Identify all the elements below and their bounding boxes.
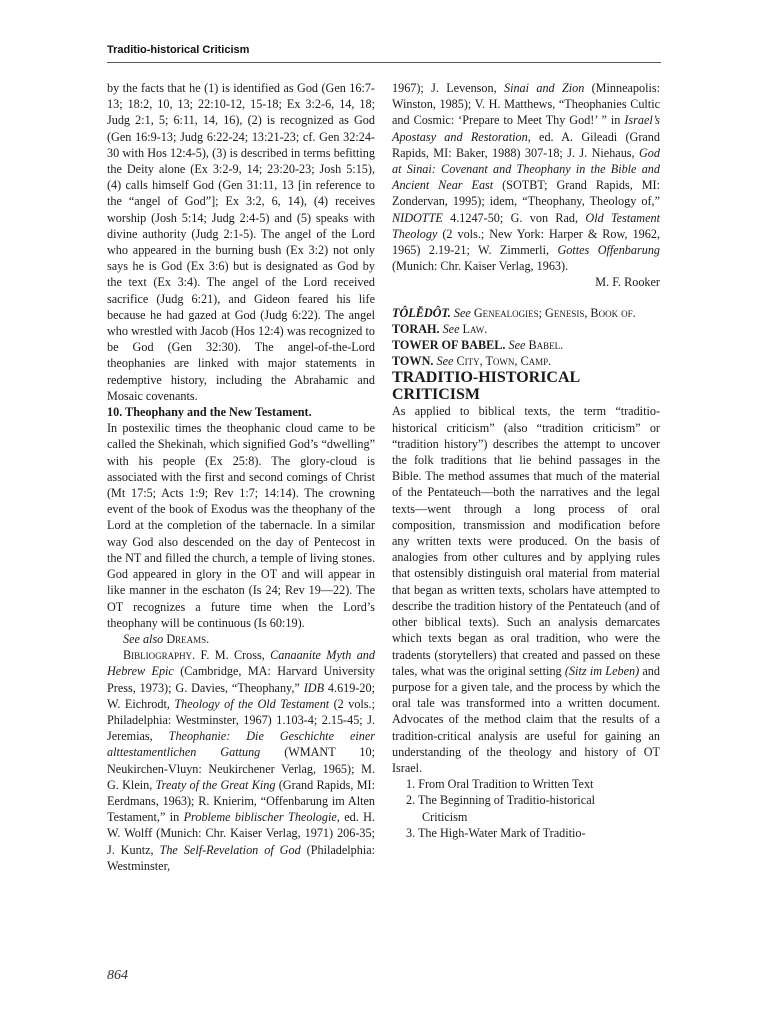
xref-target: Babel. (528, 338, 564, 353)
cross-reference-tower-of-babel (392, 337, 660, 353)
bibliography-label: Bibliography. (123, 648, 196, 663)
bib-text: 1967); J. Levenson, (392, 81, 504, 95)
bib-title: Theology of the Old Testament (174, 696, 330, 711)
outline-item-2: 2. The Beginning of Traditio-historical (406, 793, 596, 808)
bib-text: (Minneapolis: Winston, 1985); V. H. Matthews, “Theophanies Cultic and Cosmic: ‘Prepare to Meet Thy God!’ ” in (392, 81, 660, 128)
see-also-line (107, 631, 375, 647)
bib-title: The Self-Revelation of God (159, 842, 301, 857)
entry-text: As applied to biblical texts, the term “traditio-historical criticism” (also “tradition criticism” or “tradition history”) describes the attempt to uncover the folk traditions that lie behind passages in the Bible. The method assumes that much of the material of the Pentateuch—both the narratives and the legal texts—went through a long process of oral composition, transmission and modification before any written texts were produced. On the basis of analogies from other cultures and by applying rules that ostensibly distinguish oral material from material that began as written texts, scholars have attempted to describe the tradition history of the Pentateuch (and of other biblical texts). Such an analysis demarcates which texts began as oral tradition, who were the tradents (storytellers) that created and passed on these tales, what was the original setting (392, 404, 660, 678)
entry-text: and purpose for a given tale, and the process by which the oral tale was transformed into a written document. Advocates of the method claim that the results of a tradition-critical analysis are useful for gaining an understanding of the theology and history of OT Israel. (392, 663, 660, 775)
xref-target: City, Town, Camp. (456, 354, 552, 369)
bib-text: (WMANT 10; Neukirchen-Vluyn: Neukirchener Verlag, 1965); M. G. Klein, (107, 745, 375, 792)
xref-see: See (436, 354, 454, 369)
bib-title: Israel’s Apostasy and Restoration (392, 113, 660, 144)
paragraph-angel-of-the-lord: by the facts that he (1) is identified as God (Gen 16:7-13; 18:2, 10, 13; 22:10-12, 15-18; Ex 3:2-6, 14, 18; Judg 2:1, 5; 6:11, 14, 16), (2) is recognized as God (Gen 16:9-13; Judg 6:22-24; 13:21-23; cf. Gen 32:24-30 with Hos 12:4-5), (3) is described in terms befitting the Deity alone (Ex 3:2-9, 14; 23:20-23; Josh 5:15), (4) calls himself God (Gen 31:11, 13 [in reference to the “angel of God”]; Ex 3:2, 6, 14), (4) receives worship (Josh 5:14; Judg 2:4-5) and (5) speaks with divine authority (Judg 2:1-5). The angel of the Lord who appeared in the burning bush (Ex 3:2) not only says he is God (Ex 3:6) but is designated as God by the text (Ex 3:4). The angel of the Lord received sacrifice (Judg 6:21), and Gideon feared his life because he had gazed at God (Judg 6:22). The angel who wrestled with Jacob (Hos 12:4) was recognized to be God (Gen 32:30). The angel-of-the-Lord theophanies are linked with major statements in redemptive history, including the Abrahamic and Mosaic covenants. (107, 81, 375, 403)
bib-title: IDB (303, 680, 325, 695)
right-column (392, 80, 660, 841)
xref-see: See (442, 321, 460, 336)
bib-text: (Philadelphia: Westminster, (107, 842, 376, 873)
bib-text: 4.1247-50; G. von Rad, (442, 210, 586, 225)
section-heading-theophany-nt: 10. Theophany and the New Testament. (107, 405, 312, 420)
outline-item-2-cont: Criticism (422, 809, 468, 824)
xref-target: Genealogies; Genesis, Book of. (473, 305, 636, 320)
cross-reference-town (392, 353, 660, 369)
cross-reference-torah (392, 321, 660, 337)
xref-headword: TÔLĔDÔT. (392, 305, 451, 320)
outline-item-1: 1. From Oral Tradition to Written Text (406, 777, 594, 792)
entry-title: TRADITIO-HISTORICAL CRITICISM (392, 369, 581, 404)
page-number: 864 (107, 968, 128, 983)
bib-title: Old Testament Theology (392, 210, 660, 241)
bib-text: , ed. A. Gileadi (Grand Rapids, MI: Baker, 1988) 307-18; J. J. Niehaus, (392, 129, 660, 160)
bib-text: (Munich: Chr. Kaiser Verlag, 1963). (392, 259, 569, 274)
entry-italic: (Sitz im Leben) (564, 663, 640, 678)
header-rule (107, 62, 661, 63)
left-column (107, 80, 375, 874)
xref-see: See (453, 305, 471, 320)
bib-text: (2 vols.; New York: Harper & Row, 1962, 1965) 2.19-21; W. Zimmerli, (392, 226, 660, 258)
cross-reference-toledot (392, 305, 660, 321)
see-also-target: Dreams. (166, 631, 210, 646)
bib-text: , ed. H. W. Wolff (Munich: Chr. Kaiser Verlag, 1971) 206-35; J. Kuntz, (107, 810, 375, 857)
bib-text: F. M. Cross, (195, 648, 271, 663)
running-head: Traditio-historical Criticism (107, 44, 250, 56)
bib-title: Treaty of the Great King (155, 777, 276, 792)
xref-headword: TOWER OF BABEL. (392, 338, 506, 353)
bib-title: Theophanie: Die Geschichte einer alttestamentlichen Gattung (107, 729, 375, 760)
bibliography-continued (392, 80, 660, 274)
outline-item-3: 3. The High-Water Mark of Traditio- (406, 825, 586, 840)
bib-title: Canaanite Myth and Hebrew Epic (107, 648, 375, 679)
paragraph-theophany-nt: In postexilic times the theophanic cloud came to be called the Shekinah, which signified God’s “dwelling” with his people (Ex 25:8). The glory-cloud is associated with the first and second comings of Christ (Mt 17:5; Acts 1:9; Rev 1:7; 14:14). The crowning event of the book of Exodus was the theophany of the Lord at the completion of the tabernacle. In a similar way God also descended on the day of Pentecost in the NT and filled the church, a temple of living stones. God appeared in glory in the OT and will appear in like manner in the eschaton (Is 24; Rev 19—22). The OT recognizes a future time when the Lord’s theophany will be continuous (Is 60:19). (107, 421, 375, 630)
bib-title: NIDOTTE (392, 210, 443, 225)
bib-title: Probleme biblischer Theologie (183, 810, 337, 825)
xref-headword: TORAH. (392, 321, 440, 336)
xref-target: Law. (462, 321, 488, 336)
bib-title: Sinai and Zion (503, 81, 585, 95)
see-also-label: See also (123, 631, 164, 646)
bib-title: Gottes Offenbarung (557, 243, 661, 258)
xref-see: See (508, 338, 526, 353)
author-signature: M. F. Rooker (595, 275, 660, 290)
bibliography (107, 647, 375, 874)
bib-title: God at Sinai: Covenant and Theophany in the Bible and Ancient Near East (392, 145, 660, 193)
bib-text: (SOTBT; Grand Rapids, MI: Zondervan, 1995); idem, “Theophany, Theology of,” (392, 178, 660, 209)
bib-text: (2 vols.; Philadelphia: Westminster, 1967) 1.103-4; 2.15-45; J. Jeremias, (107, 696, 375, 744)
xref-headword: TOWN. (392, 354, 434, 369)
bib-text: (Cambridge, MA: Harvard University Press, 1973); G. Davies, “Theophany,” (107, 664, 375, 695)
bib-text: (Grand Rapids, MI: Eerdmans, 1963); R. Knierim, “Offenbarung im Alten Testament,” in (107, 777, 375, 825)
entry-intro-paragraph (392, 403, 660, 776)
bib-text: 4.619-20; W. Eichrodt, (107, 680, 375, 711)
